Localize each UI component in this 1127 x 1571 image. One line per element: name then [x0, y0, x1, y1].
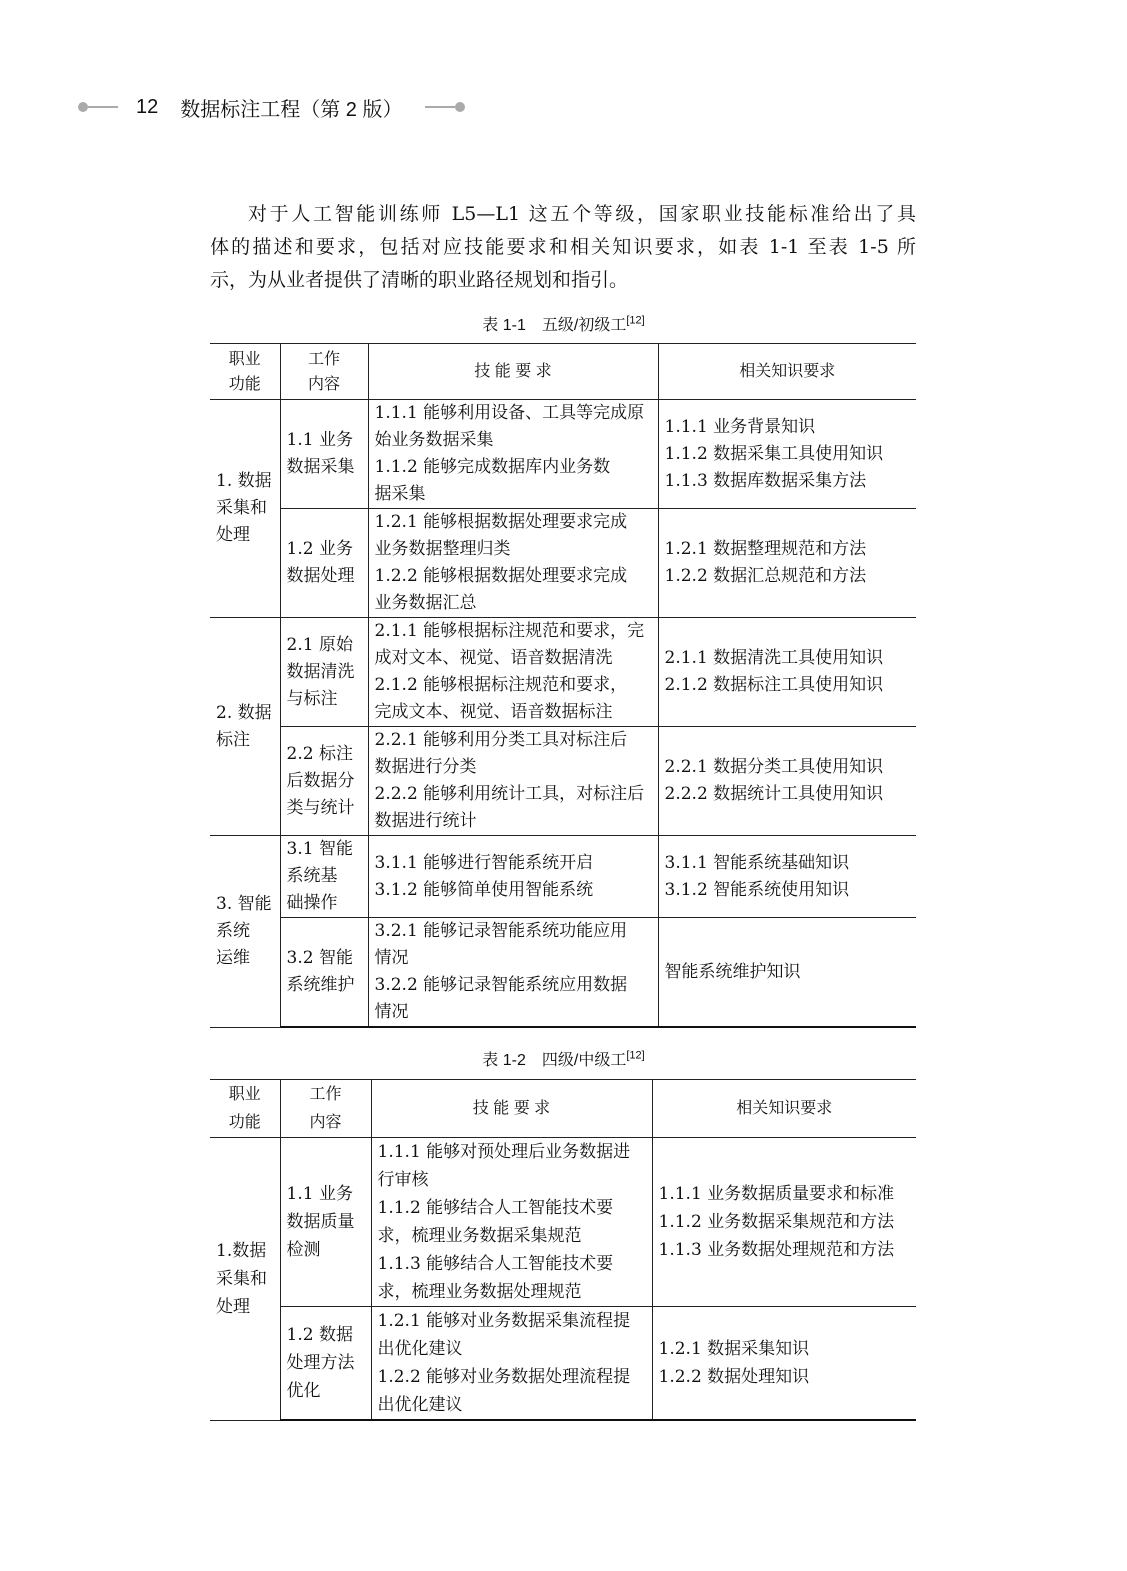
cell-line: 工作	[309, 1085, 342, 1103]
content-cell	[280, 1138, 371, 1307]
cell-line: 职业	[228, 350, 261, 368]
cell-line: 处理方法	[286, 1353, 355, 1373]
header-cell	[368, 344, 658, 400]
cell-line: 出优化建议	[377, 1395, 463, 1415]
table-caption	[0, 1047, 1127, 1070]
cell-line: 3.1.2 能够简单使用智能系统	[374, 879, 594, 900]
cell-line: 1.2.1 数据采集知识	[658, 1339, 810, 1359]
content-cell	[280, 727, 368, 836]
cell-line: 采集和	[216, 1268, 267, 1289]
paragraph-line: 对于人工智能训练师 L5—L1 这五个等级，国家职业技能标准给出了具	[248, 203, 916, 225]
cell-line: 3.1.2 智能系统使用知识	[664, 879, 850, 900]
knowledge-cell	[658, 727, 916, 836]
table-row	[210, 918, 916, 1028]
cell-line: 工作	[307, 350, 340, 368]
skills-cell	[368, 836, 658, 918]
intro-paragraph	[210, 198, 916, 297]
function-cell	[210, 836, 280, 1028]
cell-line: 类与统计	[286, 797, 355, 818]
skills-cell	[368, 509, 658, 618]
cell-line: 2.2.2 能够利用统计工具，对标注后	[374, 784, 645, 804]
knowledge-cell	[658, 400, 916, 509]
table-row	[210, 1307, 916, 1421]
cell-line: 1.2.1 能够根据数据处理要求完成	[374, 512, 628, 532]
table-caption	[0, 312, 1127, 335]
cell-line: 1.1 业务	[286, 1184, 353, 1204]
table-header-row	[210, 344, 916, 400]
content-cell	[280, 400, 368, 509]
skills-cell	[368, 618, 658, 727]
cell-line: 1.1.3 业务数据处理规范和方法	[658, 1240, 895, 1260]
cell-line: 后数据分	[286, 770, 355, 791]
cell-line: 1.2.2 数据处理知识	[658, 1367, 810, 1387]
table-header-row	[210, 1080, 916, 1138]
cell-line: 1.1.1 能够对预处理后业务数据进	[377, 1142, 631, 1162]
cell-line: 数据质量	[286, 1212, 355, 1232]
cell-line: 情况	[374, 948, 409, 968]
cell-line: 1.2 数据	[286, 1325, 353, 1345]
content-cell	[280, 836, 368, 918]
knowledge-cell	[652, 1138, 916, 1307]
cell-line: 1.2 业务	[286, 539, 353, 559]
cell-line: 1.1.1 业务背景知识	[664, 416, 816, 437]
running-head	[78, 92, 465, 122]
table-row	[210, 1138, 916, 1307]
citation-ref: [12]	[626, 314, 645, 327]
skills-cell	[368, 918, 658, 1028]
cell-line: 数据清洗	[286, 661, 355, 682]
cell-line: 相关知识要求	[739, 363, 836, 380]
cell-line: 2.1.1 能够根据标注规范和要求，完	[374, 621, 645, 641]
cell-line: 数据处理	[286, 566, 355, 586]
cell-line: 1.1.2 数据采集工具使用知识	[664, 443, 884, 464]
function-cell	[210, 1138, 280, 1421]
cell-line: 处理	[216, 1296, 250, 1317]
cell-line: 1.2.2 数据汇总规范和方法	[664, 566, 867, 586]
cell-line: 1.1.3 能够结合人工智能技术要	[377, 1254, 614, 1274]
cell-line: 1.2.2 能够根据数据处理要求完成	[374, 566, 628, 586]
header-cell	[371, 1080, 652, 1138]
skills-cell	[371, 1307, 652, 1421]
cell-line: 优化	[286, 1381, 321, 1401]
cell-line: 功能	[228, 1113, 261, 1131]
cell-line: 数据采集	[286, 457, 355, 477]
cell-line: 2.1 原始	[286, 634, 353, 655]
cell-line: 行审核	[377, 1170, 429, 1190]
cell-line: 2.1.2 数据标注工具使用知识	[664, 675, 884, 695]
citation-ref: [12]	[626, 1049, 645, 1062]
cell-line: 3. 智能	[216, 893, 272, 914]
cell-line: 1. 数据	[216, 471, 272, 491]
cell-line: 3.2 智能	[286, 948, 353, 968]
cell-line: 1.1.2 能够完成数据库内业务数	[374, 457, 611, 477]
cell-line: 系统维护	[286, 975, 355, 995]
dot-ornament-icon	[455, 102, 465, 112]
knowledge-cell	[658, 618, 916, 727]
table-1-2	[210, 1079, 916, 1421]
cell-line: 相关知识要求	[736, 1099, 833, 1117]
knowledge-cell	[658, 509, 916, 618]
cell-line: 3.1.1 能够进行智能系统开启	[374, 852, 594, 873]
cell-line: 成对文本、视觉、语音数据清洗	[374, 648, 613, 668]
table-1-1	[210, 343, 916, 1028]
cell-line: 数据进行统计	[374, 811, 477, 831]
cell-line: 出优化建议	[377, 1339, 463, 1359]
book-title: 数据标注工程（第 2 版）	[180, 98, 403, 121]
table-row	[210, 400, 916, 509]
cell-line: 3.2.1 能够记录智能系统功能应用	[374, 921, 628, 941]
skills-cell	[371, 1138, 652, 1307]
cell-line: 情况	[374, 1002, 409, 1022]
cell-line: 1.2.2 能够对业务数据处理流程提	[377, 1367, 631, 1387]
cell-line: 2.2.2 数据统计工具使用知识	[664, 784, 884, 804]
table-row	[210, 509, 916, 618]
cell-line: 2.2.1 能够利用分类工具对标注后	[374, 730, 628, 750]
function-cell	[210, 400, 280, 618]
cell-line: 3.1.1 智能系统基础知识	[664, 852, 850, 873]
skills-cell	[368, 400, 658, 509]
cell-line: 标注	[216, 729, 250, 750]
paragraph-line: 示，为从业者提供了清晰的职业路径规划和指引。	[210, 269, 629, 291]
function-cell	[210, 618, 280, 836]
cell-line: 1.1.2 能够结合人工智能技术要	[377, 1198, 614, 1218]
skills-cell	[368, 727, 658, 836]
cell-line: 1.1.3 数据库数据采集方法	[664, 470, 867, 491]
header-cell	[280, 1080, 371, 1138]
table-row	[210, 618, 916, 727]
cell-line: 内容	[307, 375, 340, 393]
content-cell	[280, 618, 368, 727]
table-row	[210, 836, 916, 918]
rule-ornament	[88, 106, 118, 108]
knowledge-cell	[658, 918, 916, 1028]
knowledge-cell	[658, 836, 916, 918]
cell-line: 据采集	[374, 484, 426, 504]
cell-line: 业务数据整理归类	[374, 539, 511, 559]
cell-line: 2. 数据	[216, 702, 272, 723]
cell-line: 处理	[216, 525, 250, 545]
header-cell	[210, 1080, 280, 1138]
cell-line: 系统基	[286, 866, 338, 886]
cell-line: 技 能 要 求	[472, 1099, 551, 1117]
cell-line: 1.数据	[216, 1240, 267, 1261]
cell-line: 始业务数据采集	[374, 430, 494, 450]
cell-line: 完成文本、视觉、语音数据标注	[374, 702, 613, 722]
cell-line: 数据进行分类	[374, 757, 477, 777]
cell-line: 求，梳理业务数据处理规范	[377, 1282, 582, 1302]
caption-text: 表 1-1 五级/初级工	[482, 317, 627, 334]
content-cell	[280, 1307, 371, 1421]
cell-line: 与标注	[286, 688, 338, 709]
rule-ornament	[425, 106, 455, 108]
caption-text: 表 1-2 四级/中级工	[482, 1052, 627, 1069]
cell-line: 2.1.2 能够根据标注规范和要求，	[374, 675, 628, 695]
cell-line: 功能	[228, 375, 261, 393]
cell-line: 检测	[286, 1240, 321, 1260]
cell-line: 1.1.1 业务数据质量要求和标准	[658, 1184, 895, 1204]
cell-line: 内容	[309, 1113, 342, 1131]
page-number: 12	[136, 95, 159, 118]
cell-line: 业务数据汇总	[374, 593, 477, 613]
cell-line: 求，梳理业务数据采集规范	[377, 1226, 582, 1246]
cell-line: 职业	[228, 1085, 261, 1103]
header-cell	[652, 1080, 916, 1138]
cell-line: 1.2.1 数据整理规范和方法	[664, 539, 867, 559]
cell-line: 采集和	[216, 498, 267, 518]
cell-line: 智能系统维护知识	[664, 961, 801, 982]
cell-line: 2.1.1 数据清洗工具使用知识	[664, 648, 884, 668]
cell-line: 3.2.2 能够记录智能系统应用数据	[374, 975, 628, 995]
cell-line: 1.2.1 能够对业务数据采集流程提	[377, 1311, 631, 1331]
cell-line: 系统	[216, 920, 250, 941]
content-cell	[280, 918, 368, 1028]
header-cell	[658, 344, 916, 400]
cell-line: 运维	[216, 947, 250, 968]
header-cell	[210, 344, 280, 400]
dot-ornament-icon	[78, 102, 88, 112]
cell-line: 1.1 业务	[286, 430, 353, 450]
cell-line: 技 能 要 求	[474, 363, 552, 380]
header-cell	[280, 344, 368, 400]
knowledge-cell	[652, 1307, 916, 1421]
table-row	[210, 727, 916, 836]
content-cell	[280, 509, 368, 618]
cell-line: 2.2.1 数据分类工具使用知识	[664, 757, 884, 777]
cell-line: 1.1.1 能够利用设备、工具等完成原	[374, 403, 645, 423]
cell-line: 3.1 智能	[286, 839, 353, 859]
cell-line: 2.2 标注	[286, 743, 353, 764]
cell-line: 础操作	[286, 893, 338, 913]
paragraph-line: 体的描述和要求，包括对应技能要求和相关知识要求，如表 1-1 至表 1-5 所	[210, 236, 916, 258]
cell-line: 1.1.2 业务数据采集规范和方法	[658, 1212, 895, 1232]
